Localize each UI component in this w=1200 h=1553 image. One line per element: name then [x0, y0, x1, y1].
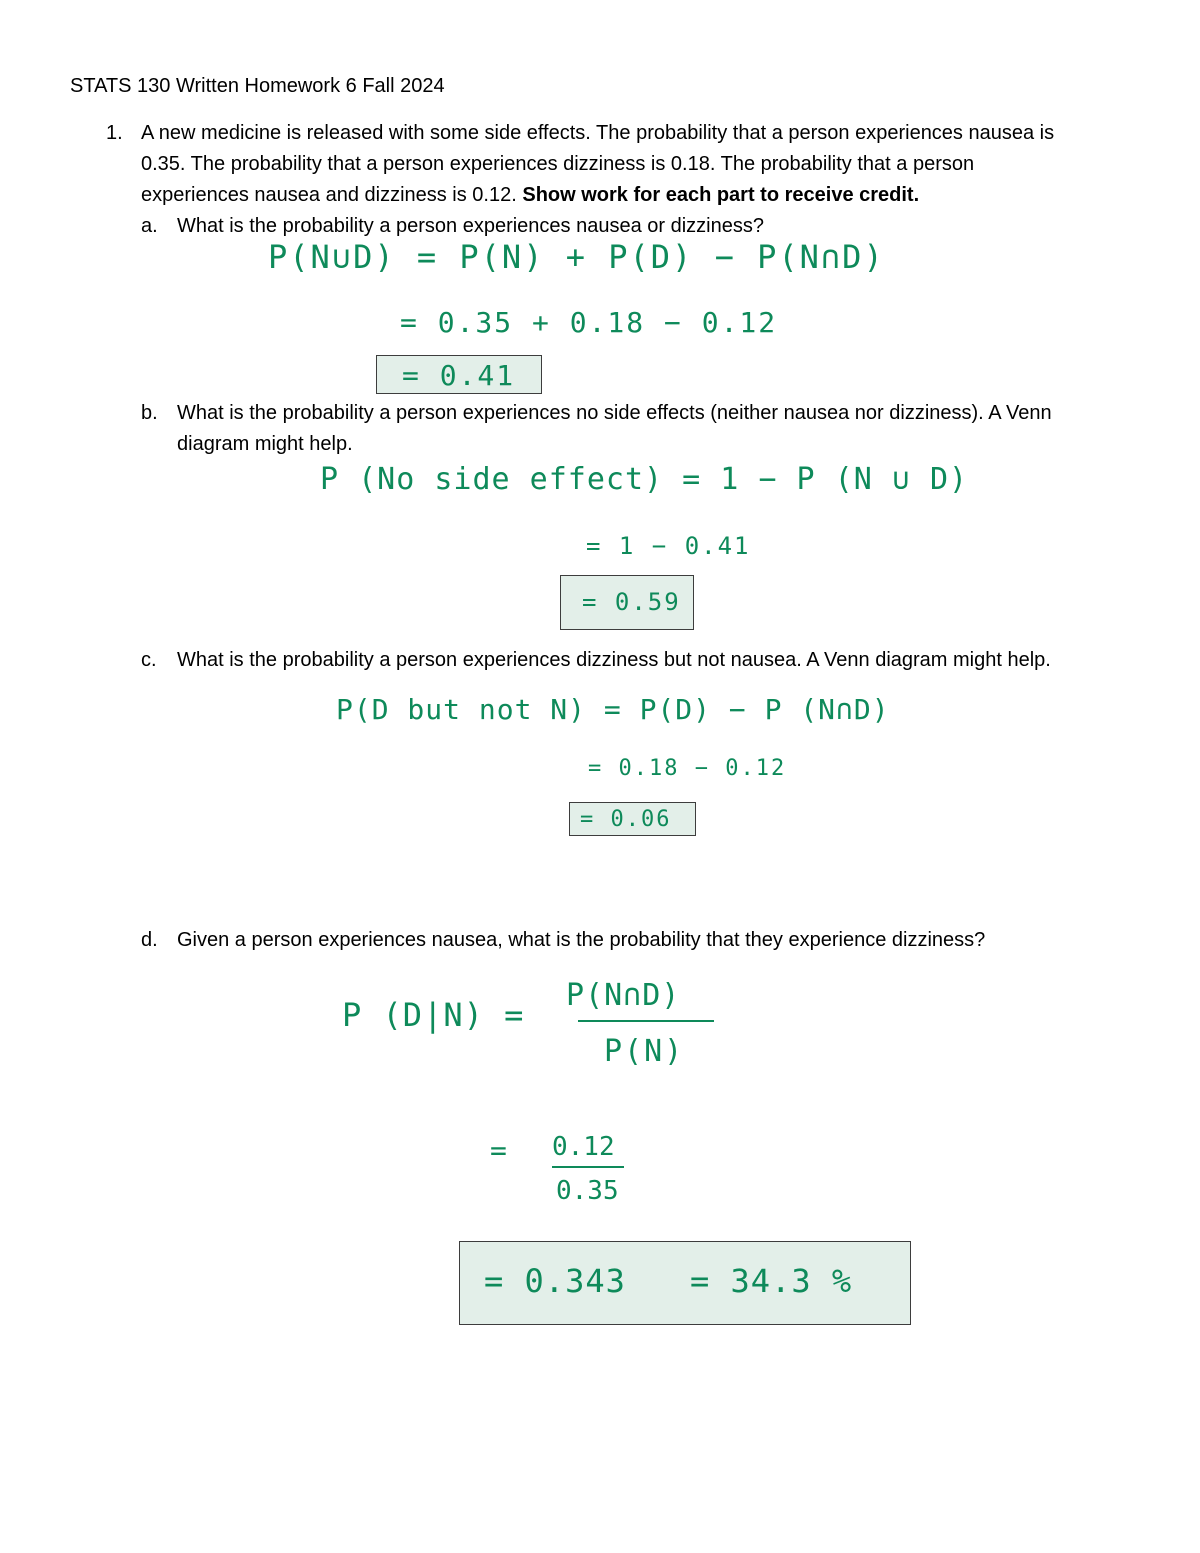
- part-d-denominator-value: 0.35: [556, 1176, 619, 1206]
- part-d-fraction-bar: [578, 1020, 714, 1022]
- question-instruction-bold: Show work for each part to receive credit.: [522, 184, 920, 206]
- part-b-work-line-1: P (No side effect) = 1 − P (N ∪ D): [320, 462, 969, 497]
- part-a-answer: = 0.41: [402, 359, 516, 392]
- part-b-work-line-2: = 1 − 0.41: [586, 532, 751, 560]
- part-d-label: d.: [141, 929, 158, 951]
- part-d-numerator: P(N∩D): [566, 978, 681, 1013]
- part-d-numerator-value: 0.12: [552, 1132, 615, 1162]
- part-a-label: a.: [141, 215, 158, 237]
- part-a-work-line-1: P(N∪D) = P(N) + P(D) − P(N∩D): [268, 238, 885, 276]
- part-b-question-line-1: What is the probability a person experiences no side effects (neither nausea nor dizziness). A Venn: [177, 402, 1052, 424]
- part-c-work-line-2: = 0.18 − 0.12: [588, 756, 787, 781]
- part-d-equals: =: [490, 1134, 509, 1167]
- part-a-question: What is the probability a person experiences nausea or dizziness?: [177, 215, 764, 237]
- part-c-answer: = 0.06: [580, 807, 672, 832]
- part-d-question: Given a person experiences nausea, what is the probability that they experience dizziness?: [177, 929, 986, 951]
- part-b-answer: = 0.59: [582, 588, 681, 616]
- part-d-answer-decimal: = 0.343: [484, 1262, 626, 1300]
- part-d-denominator: P(N): [604, 1034, 685, 1069]
- question-text-plain: experiences nausea and dizziness is 0.12.: [141, 184, 523, 206]
- part-d-value-fraction-bar: [552, 1166, 624, 1168]
- part-d-answer-percent: = 34.3 %: [690, 1262, 853, 1300]
- part-c-question: What is the probability a person experiences dizziness but not nausea. A Venn diagram might help.: [177, 649, 1051, 671]
- question-number: 1.: [106, 122, 123, 144]
- part-a-work-line-2: = 0.35 + 0.18 − 0.12: [400, 306, 778, 339]
- part-d-lhs: P (D|N) =: [342, 996, 525, 1034]
- part-c-label: c.: [141, 649, 157, 671]
- part-c-work-line-1: P(D but not N) = P(D) − P (N∩D): [336, 693, 890, 726]
- document-title: STATS 130 Written Homework 6 Fall 2024: [70, 75, 445, 97]
- question-text-line-2: 0.35. The probability that a person experiences dizziness is 0.18. The probability that a person: [141, 153, 975, 175]
- part-b-question-line-2: diagram might help.: [177, 433, 353, 455]
- part-b-label: b.: [141, 402, 158, 424]
- question-text-line-1: A new medicine is released with some side effects. The probability that a person experiences nausea is: [141, 122, 1055, 144]
- question-text-line-3: [141, 182, 919, 208]
